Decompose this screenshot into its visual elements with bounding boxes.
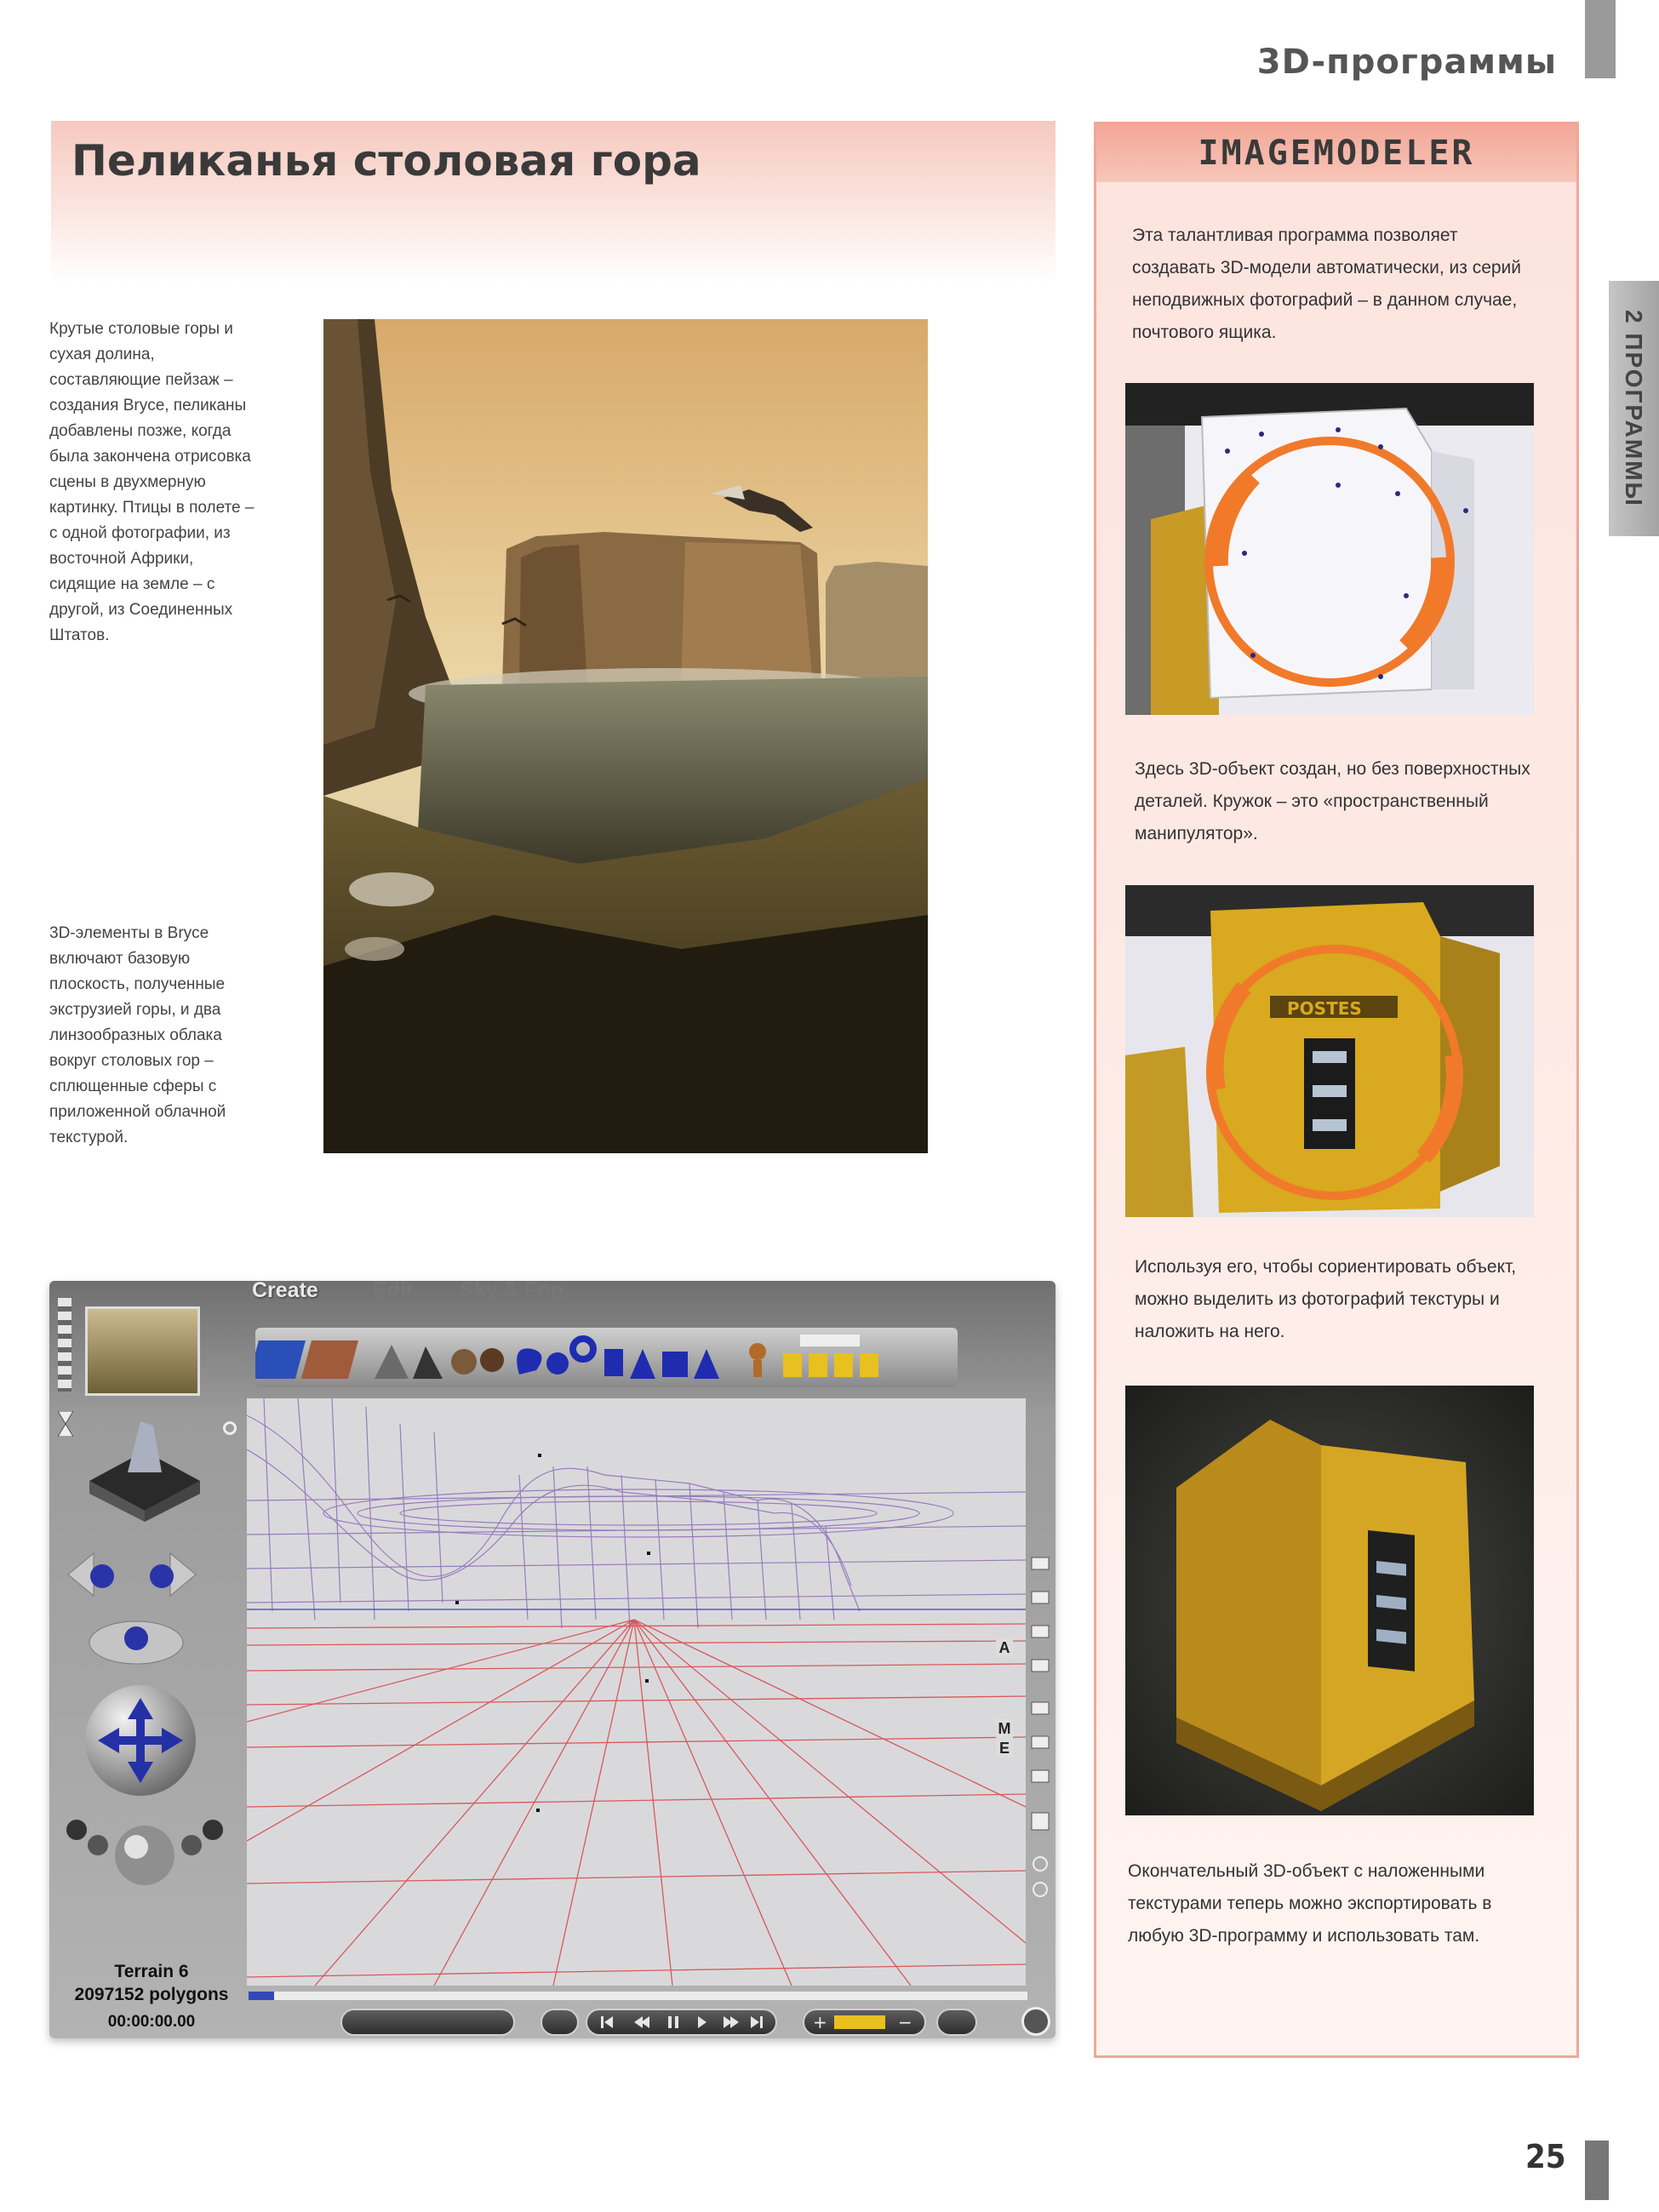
camera-view-cube[interactable] <box>81 1413 209 1523</box>
render-controls[interactable] <box>340 2009 515 2036</box>
view-option-icon[interactable] <box>223 1421 237 1435</box>
wireframe-viewport[interactable] <box>247 1398 1026 1986</box>
imagemodeler-title: IMAGEMODELER <box>1198 134 1475 173</box>
mailbox-texturing-illustration <box>1125 885 1534 1217</box>
film-button[interactable] <box>541 2009 579 2036</box>
page-edge-bar <box>1585 2141 1609 2200</box>
pan-arrows-illustration <box>60 1540 204 1617</box>
section-label: 3D-программы <box>1256 43 1557 82</box>
pan-control[interactable] <box>85 1609 187 1677</box>
page-title: Пеликанья столовая гора <box>72 136 701 186</box>
mailbox-wireframe-photo <box>1125 383 1534 715</box>
view-letter-e[interactable]: E <box>996 1739 1013 1758</box>
timecode: 00:00:00.00 <box>107 2013 196 2031</box>
imagemodeler-step1: Здесь 3D-объект создан, но без поверхностных деталей. Кружок – это «пространственный манипулятор». <box>1135 759 1530 843</box>
page-number: 25 <box>1525 2138 1566 2175</box>
postes-label: POSTES <box>1287 998 1362 1019</box>
svg-text:+: + <box>813 2012 827 2032</box>
view-letter-m[interactable]: M <box>996 1719 1013 1738</box>
imagemodeler-step3: Окончательный 3D-объект с наложенными текстурами теперь можно экспортировать в любую 3D-программу и использовать там. <box>1128 1861 1492 1946</box>
sun-icon[interactable] <box>58 1411 73 1437</box>
right-toolbar-icons <box>1028 1472 1052 1915</box>
mailbox-texturing-photo <box>1125 885 1534 1217</box>
tab-edit[interactable]: Edit <box>373 1278 414 1302</box>
polygon-count: 2097152 polygons <box>74 1985 229 2004</box>
wireframe-scene <box>247 1398 1026 1986</box>
trackball[interactable] <box>85 1685 196 1796</box>
key-icon <box>804 2010 924 2034</box>
tab-sky-fog[interactable]: Sky & Fog <box>460 1278 564 1302</box>
trackball-arrows[interactable] <box>60 1540 204 1617</box>
imagemodeler-step2: Используя его, чтобы сориентировать объект, можно выделить из фотографий текстуры и наложить на него. <box>1135 1257 1517 1341</box>
playback-controls[interactable] <box>586 2009 777 2036</box>
timeline-scrubber[interactable] <box>249 1992 1027 2000</box>
view-letter-a[interactable]: A <box>996 1638 1013 1657</box>
keyframe-controls[interactable] <box>803 2009 926 2036</box>
right-toolbar <box>1028 1472 1052 1915</box>
create-toolbar <box>255 1328 958 1387</box>
playback-icons <box>587 2010 775 2034</box>
landscape-illustration <box>323 319 928 1153</box>
mailbox-final-photo <box>1125 1386 1534 1815</box>
imagemodeler-intro: Эта талантливая программа позволяет создавать 3D-модели автоматически, из серий неподвижных фотографий – в данном случае, почтового ящика. <box>1132 226 1522 342</box>
preview-strip[interactable] <box>58 1298 72 1392</box>
options-button[interactable] <box>936 2009 977 2036</box>
move-arrows-icon <box>85 1685 196 1796</box>
view-cube-illustration <box>81 1413 209 1523</box>
camera-spheres-illustration <box>60 1804 230 1898</box>
tab-create[interactable]: Create <box>252 1278 318 1302</box>
landscape-caption: Крутые столовые горы и сухая долина, составляющие пейзаж – создания Bryce, пеликаны добавлены позже, когда была закончена отрисовка сцены в двухмерную картинку. Птицы в полете – с одной фотографии, из восточной Африки, сидящие на земле – с другой, из Соединенных Штатов. <box>49 320 255 644</box>
mailbox-final-illustration <box>1125 1386 1534 1815</box>
bryce-caption: 3D-элементы в Bryce включают базовую плоскость, полученные экструзией горы, и два линзообразных облака вокруг столовых гор – сплющенные сферы с приложенной облачной текстурой. <box>49 924 226 1146</box>
hourglass-icon-graphic <box>58 1411 73 1437</box>
camera-spheres[interactable] <box>60 1804 230 1898</box>
create-toolbar-icons <box>255 1328 958 1387</box>
globe-icon[interactable] <box>1021 2007 1050 2036</box>
svg-text:−: − <box>898 2012 912 2032</box>
edge-tab-top <box>1585 0 1616 78</box>
object-name: Terrain 6 <box>114 1962 189 1981</box>
mailbox-untextured-illustration <box>1125 383 1534 715</box>
nano-preview[interactable] <box>85 1306 200 1396</box>
pan-control-illustration <box>85 1609 187 1677</box>
landscape-render <box>323 319 928 1153</box>
chapter-tab-label: 2 ПРОГРАММЫ <box>1621 310 1647 507</box>
